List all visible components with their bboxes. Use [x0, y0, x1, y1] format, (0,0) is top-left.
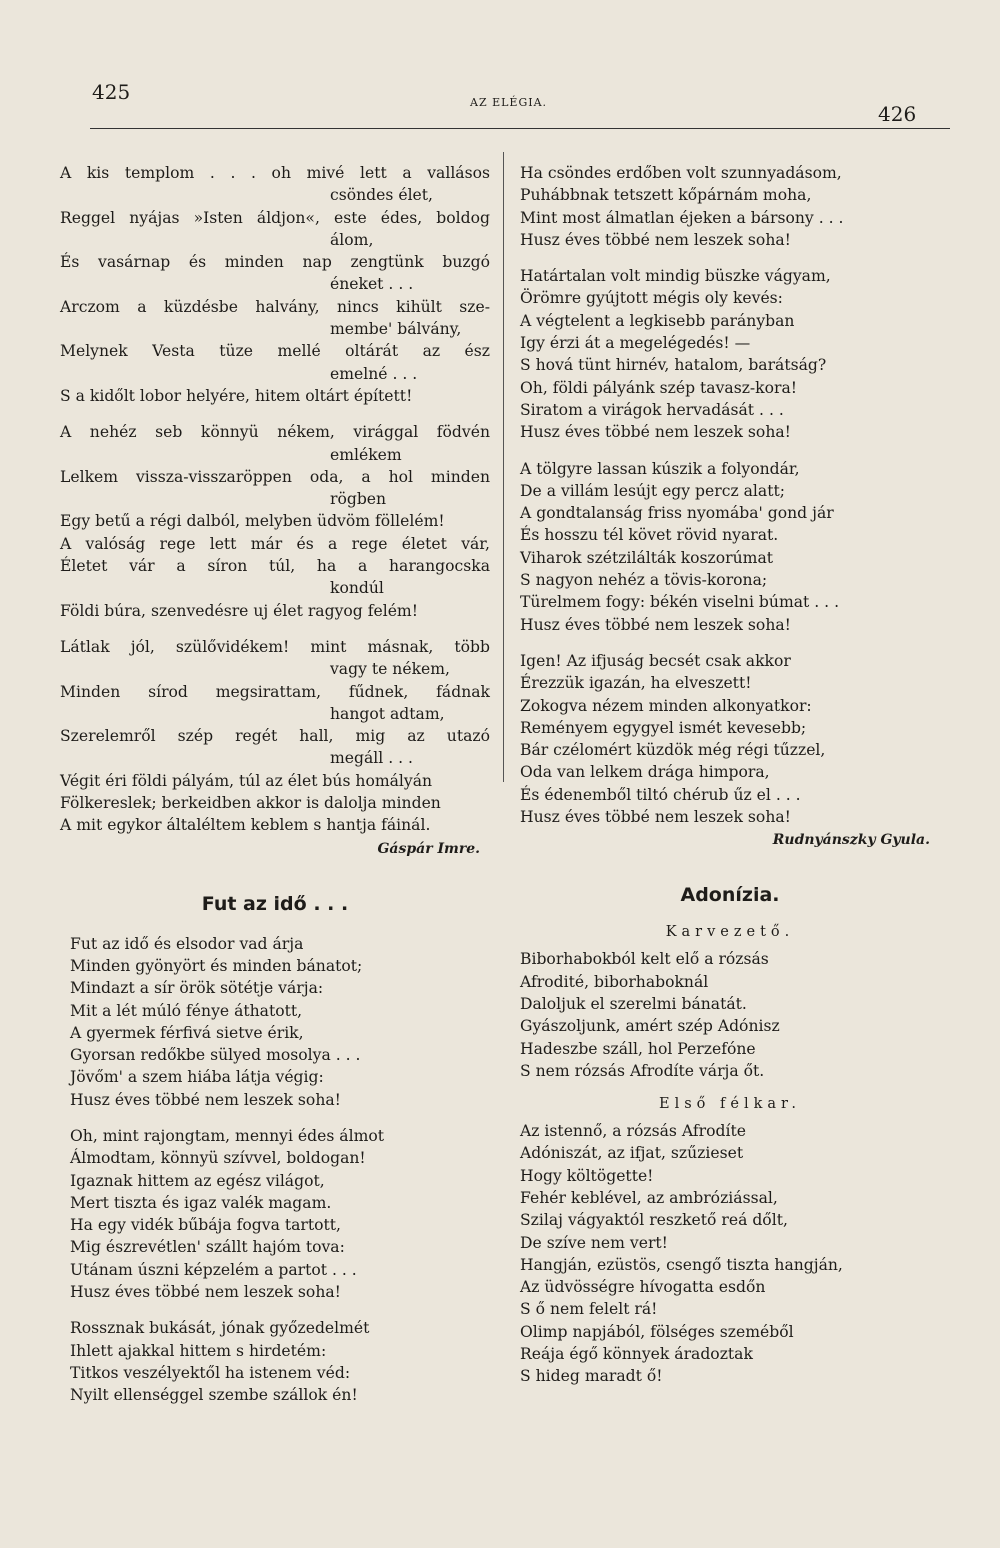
verse-line: A gondtalanság friss nyomába' gond jár — [520, 504, 834, 523]
verse-line: S hideg maradt ő! — [520, 1367, 663, 1386]
poem2-stanza-2 — [60, 1125, 490, 1303]
verse-line: Rossznak bukását, jónak győzedelmét — [70, 1319, 370, 1338]
verse-line: A kis templom . . . oh mivé lett a vallásos — [60, 164, 490, 182]
verse-line: S nagyon nehéz a tövis-korona; — [520, 571, 768, 590]
poem2-stanza-3 — [60, 1317, 490, 1406]
poem2-title: Fut az idő . . . — [201, 892, 349, 915]
verse-line: megáll . . . — [330, 749, 414, 768]
verse-line: Reája égő könnyek áradoztak — [520, 1345, 753, 1364]
verse-line: Biborhabokból kelt elő a rózsás — [520, 950, 769, 969]
verse-line: Hangján, ezüstös, csengő tiszta hangján, — [520, 1255, 843, 1274]
page-number-right: 426 — [878, 102, 917, 126]
verse-line: Titkos veszélyektől ha istenem véd: — [70, 1363, 351, 1382]
verse-line: Jövőm' a szem hiába látja végig: — [70, 1068, 324, 1087]
verse-line: Igy érzi át a megelégedés! — — [520, 334, 751, 353]
verse-line: Földi búra, szenvedésre uj élet ragyog felém! — [60, 601, 418, 620]
poem2-stanza-5 — [520, 265, 940, 443]
page-number-left: 425 — [92, 80, 131, 104]
verse-line: Látlak jól, szülővidékem! mint másnak, több — [60, 637, 490, 656]
poem2-stanza-4 — [520, 162, 940, 251]
verse-line: Husz éves többé nem leszek soha! — [520, 423, 791, 442]
verse-line: Puhábbnak tetszett kőpárnám moha, — [520, 186, 812, 205]
poem1-signature: Gáspár Imre. — [377, 840, 480, 857]
verse-line: Végit éri földi pályám, túl az élet bús homályán — [60, 771, 433, 790]
verse-line: Husz éves többé nem leszek soha! — [70, 1090, 341, 1109]
verse-line: Hogy költögette! — [520, 1166, 654, 1185]
verse-line: De szíve nem vert! — [520, 1233, 668, 1252]
verse-line: És vasárnap és minden nap zengtünk buzgó — [60, 253, 490, 272]
verse-line: Örömre gyújtott mégis oly kevés: — [520, 289, 783, 308]
verse-line: emlékem — [330, 445, 402, 464]
verse-line: Mert tiszta és igaz valék magam. — [70, 1193, 332, 1212]
verse-line: Husz éves többé nem leszek soha! — [520, 808, 791, 827]
poem2-stanza-7 — [520, 650, 940, 848]
verse-line: Zokogva nézem minden alkonyatkor: — [520, 696, 812, 715]
verse-line: Minden gyönyört és minden bánatot; — [70, 956, 363, 975]
verse-line: Olimp napjából, fölséges szeméből — [520, 1322, 794, 1341]
verse-line: S hová tünt hirnév, hatalom, barátság? — [520, 356, 827, 375]
verse-line: rögben — [330, 490, 387, 509]
voice-heading-elso-felkar: Első félkar. — [659, 1096, 801, 1113]
verse-line: Egy betű a régi dalból, melyben üdvöm föllelém! — [60, 512, 445, 531]
verse-line: emelné . . . — [330, 364, 418, 383]
poem1-stanza-2 — [60, 421, 490, 622]
header-rule — [90, 128, 950, 129]
poem3-stanza-2 — [520, 1120, 940, 1388]
poem1-stanza-1 — [60, 162, 490, 407]
verse-line: Daloljuk el szerelmi bánatát. — [520, 994, 747, 1013]
verse-line: Gyorsan redőkbe sülyed mosolya . . . — [70, 1046, 361, 1065]
verse-line: Szilaj vágyaktól reszkető reá dőlt, — [520, 1211, 788, 1230]
verse-line: Ihlett ajakkal hittem s hirdetém: — [70, 1341, 327, 1360]
verse-line: Arczom a küzdésbe halvány, nincs kihült sze- — [60, 297, 490, 316]
poem2-signature: Rudnyánszky Gyula. — [772, 832, 930, 849]
poem2-stanza-6 — [520, 458, 940, 636]
verse-line: Ha egy vidék bűbája fogva tartott, — [70, 1216, 342, 1235]
verse-line: Igen! Az ifjuság becsét csak akkor — [520, 651, 791, 670]
verse-line: Fölkereslek; berkeidben akkor is dalolja minden — [60, 794, 441, 813]
verse-line: kondúl — [330, 579, 384, 598]
verse-line: Minden sírod megsirattam, fűdnek, fádnak — [60, 682, 490, 701]
verse-line: membe' bálvány, — [330, 320, 462, 339]
poem2-stanza-1 — [60, 933, 490, 1111]
verse-line: S a kidőlt lobor helyére, hitem oltárt épített! — [60, 386, 413, 405]
poem1-stanza-3 — [60, 636, 490, 857]
verse-line: Az üdvösségre hívogatta esdőn — [520, 1278, 766, 1297]
column-divider — [503, 152, 504, 782]
verse-line: Igaznak hittem az egész világot, — [70, 1171, 325, 1190]
poem3-title: Adonízia. — [680, 884, 780, 907]
verse-line: A mit egykor általéltem keblem s hantja fáinál. — [60, 816, 431, 835]
verse-line: A végtelent a legkisebb parányban — [520, 311, 795, 330]
verse-line: Nyilt ellenséggel szembe szállok én! — [70, 1386, 358, 1405]
verse-line: Husz éves többé nem leszek soha! — [70, 1283, 341, 1302]
poem3-stanza-1 — [520, 948, 940, 1082]
verse-line: A tölgyre lassan kúszik a folyondár, — [520, 459, 800, 478]
verse-line: Oh, mint rajongtam, mennyi édes álmot — [70, 1126, 385, 1145]
verse-line: Oda van lelkem drága himpora, — [520, 763, 770, 782]
verse-line: Mig észrevétlen' szállt hajóm tova: — [70, 1238, 345, 1257]
running-title: AZ ELÉGIA. — [470, 96, 548, 109]
verse-line: Szerelemről szép regét hall, mig az utazó — [60, 727, 490, 746]
verse-line: Mit a lét múló fénye áthatott, — [70, 1001, 303, 1020]
verse-line: Husz éves többé nem leszek soha! — [520, 230, 791, 249]
verse-line: Fehér keblével, az ambróziással, — [520, 1188, 778, 1207]
verse-line: De a villám lesújt egy percz alatt; — [520, 481, 785, 500]
verse-line: És édenemből tiltó chérub űz el . . . — [520, 785, 801, 804]
voice-heading-karvezeto: Karvezető. — [665, 924, 795, 941]
verse-line: Utánam úszni képzelém a partot . . . — [70, 1260, 357, 1279]
verse-line: A valóság rege lett már és a rege életet vár, — [60, 534, 490, 553]
verse-line: csöndes élet, — [330, 186, 434, 205]
verse-line: éneket . . . — [330, 275, 414, 294]
verse-line: Viharok szétzilálták koszorúmat — [520, 548, 774, 567]
verse-line: Türelmem fogy: békén viselni búmat . . . — [520, 593, 840, 612]
verse-line: És hosszu tél követ rövid nyarat. — [520, 526, 779, 545]
verse-line: Az istennő, a rózsás Afrodíte — [520, 1122, 746, 1141]
verse-line: Gyászoljunk, amért szép Adónisz — [520, 1017, 780, 1036]
verse-line: S ő nem felelt rá! — [520, 1300, 658, 1319]
verse-line: Lelkem vissza-visszaröppen oda, a hol minden — [60, 467, 490, 486]
right-column — [520, 162, 940, 1402]
verse-line: Ha csöndes erdőben volt szunnyadásom, — [520, 164, 842, 182]
verse-line: vagy te nékem, — [330, 660, 450, 679]
verse-line: Siratom a virágok hervadását . . . — [520, 400, 784, 419]
verse-line: Érezzük igazán, ha elveszett! — [520, 674, 752, 693]
verse-line: Melynek Vesta tüze mellé oltárát az ész — [60, 342, 490, 361]
left-column — [60, 162, 490, 1421]
verse-line: álom, — [330, 230, 374, 249]
verse-line: Mindazt a sír örök sötétje várja: — [70, 979, 324, 998]
verse-line: hangot adtam, — [330, 704, 445, 723]
verse-line: Reményem egygyel ismét kevesebb; — [520, 718, 807, 737]
verse-line: A nehéz seb könnyü nékem, virággal födvén — [60, 423, 490, 442]
verse-line: S nem rózsás Afrodíte várja őt. — [520, 1061, 765, 1080]
verse-line: A gyermek férfivá sietve érik, — [70, 1023, 304, 1042]
verse-line: Álmodtam, könnyü szívvel, boldogan! — [70, 1149, 366, 1168]
verse-line: Adóniszát, az ifjat, szűzieset — [520, 1144, 744, 1163]
verse-line: Bár czélomért küzdök még régi tűzzel, — [520, 741, 826, 760]
verse-line: Afrodité, biborhaboknál — [520, 972, 709, 991]
verse-line: Oh, földi pályánk szép tavasz-kora! — [520, 378, 798, 397]
verse-line: Hadeszbe száll, hol Perzefóne — [520, 1039, 756, 1058]
verse-line: Fut az idő és elsodor vad árja — [70, 934, 304, 953]
verse-line: Reggel nyájas »Isten áldjon«, este édes, boldog — [60, 208, 490, 227]
verse-line: Határtalan volt mindig büszke vágyam, — [520, 267, 831, 286]
verse-line: Életet vár a síron túl, ha a harangocska — [60, 557, 490, 576]
verse-line: Husz éves többé nem leszek soha! — [520, 615, 791, 634]
verse-line: Mint most álmatlan éjeken a bársony . . . — [520, 208, 844, 227]
